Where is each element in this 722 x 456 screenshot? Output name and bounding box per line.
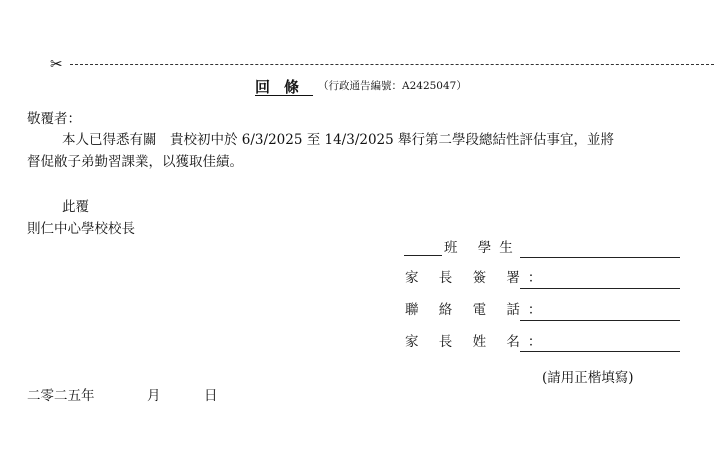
date-month: 月: [147, 388, 161, 404]
date-day: 日: [204, 388, 218, 404]
parent-name-line[interactable]: [520, 351, 680, 352]
student-name-line[interactable]: [520, 257, 680, 258]
date-year: 二零二五年: [27, 388, 95, 404]
reply-slip-title: 回條: [255, 78, 314, 96]
paragraph-line-2: 督促敝子弟勤習課業，以獲取佳績。: [27, 154, 243, 170]
phone-line[interactable]: [520, 320, 680, 321]
parent-name-label: 家 長 姓 名：: [405, 334, 550, 350]
block-letters-note: (請用正楷填寫): [542, 370, 634, 386]
circular-number: （行政通告編號：A2425047）: [318, 80, 467, 92]
phone-label: 聯 絡 電 話：: [405, 302, 550, 318]
salutation: 敬覆者：: [27, 111, 81, 127]
class-student-label: 班 學生: [444, 240, 521, 256]
paragraph-line-1: 本人已得悉有關 貴校初中於 6/3/2025 至 14/3/2025 舉行第二學段總結性評估事宜，並將: [62, 132, 615, 148]
cut-dashed-line: [70, 64, 714, 65]
scissors-icon: ✂: [50, 55, 63, 73]
closing-text: 此覆: [62, 199, 89, 215]
class-blank-line[interactable]: [404, 255, 442, 256]
parent-signature-label: 家 長 簽 署：: [405, 270, 550, 286]
parent-signature-line[interactable]: [520, 288, 680, 289]
recipient: 則仁中心學校校長: [27, 221, 135, 237]
